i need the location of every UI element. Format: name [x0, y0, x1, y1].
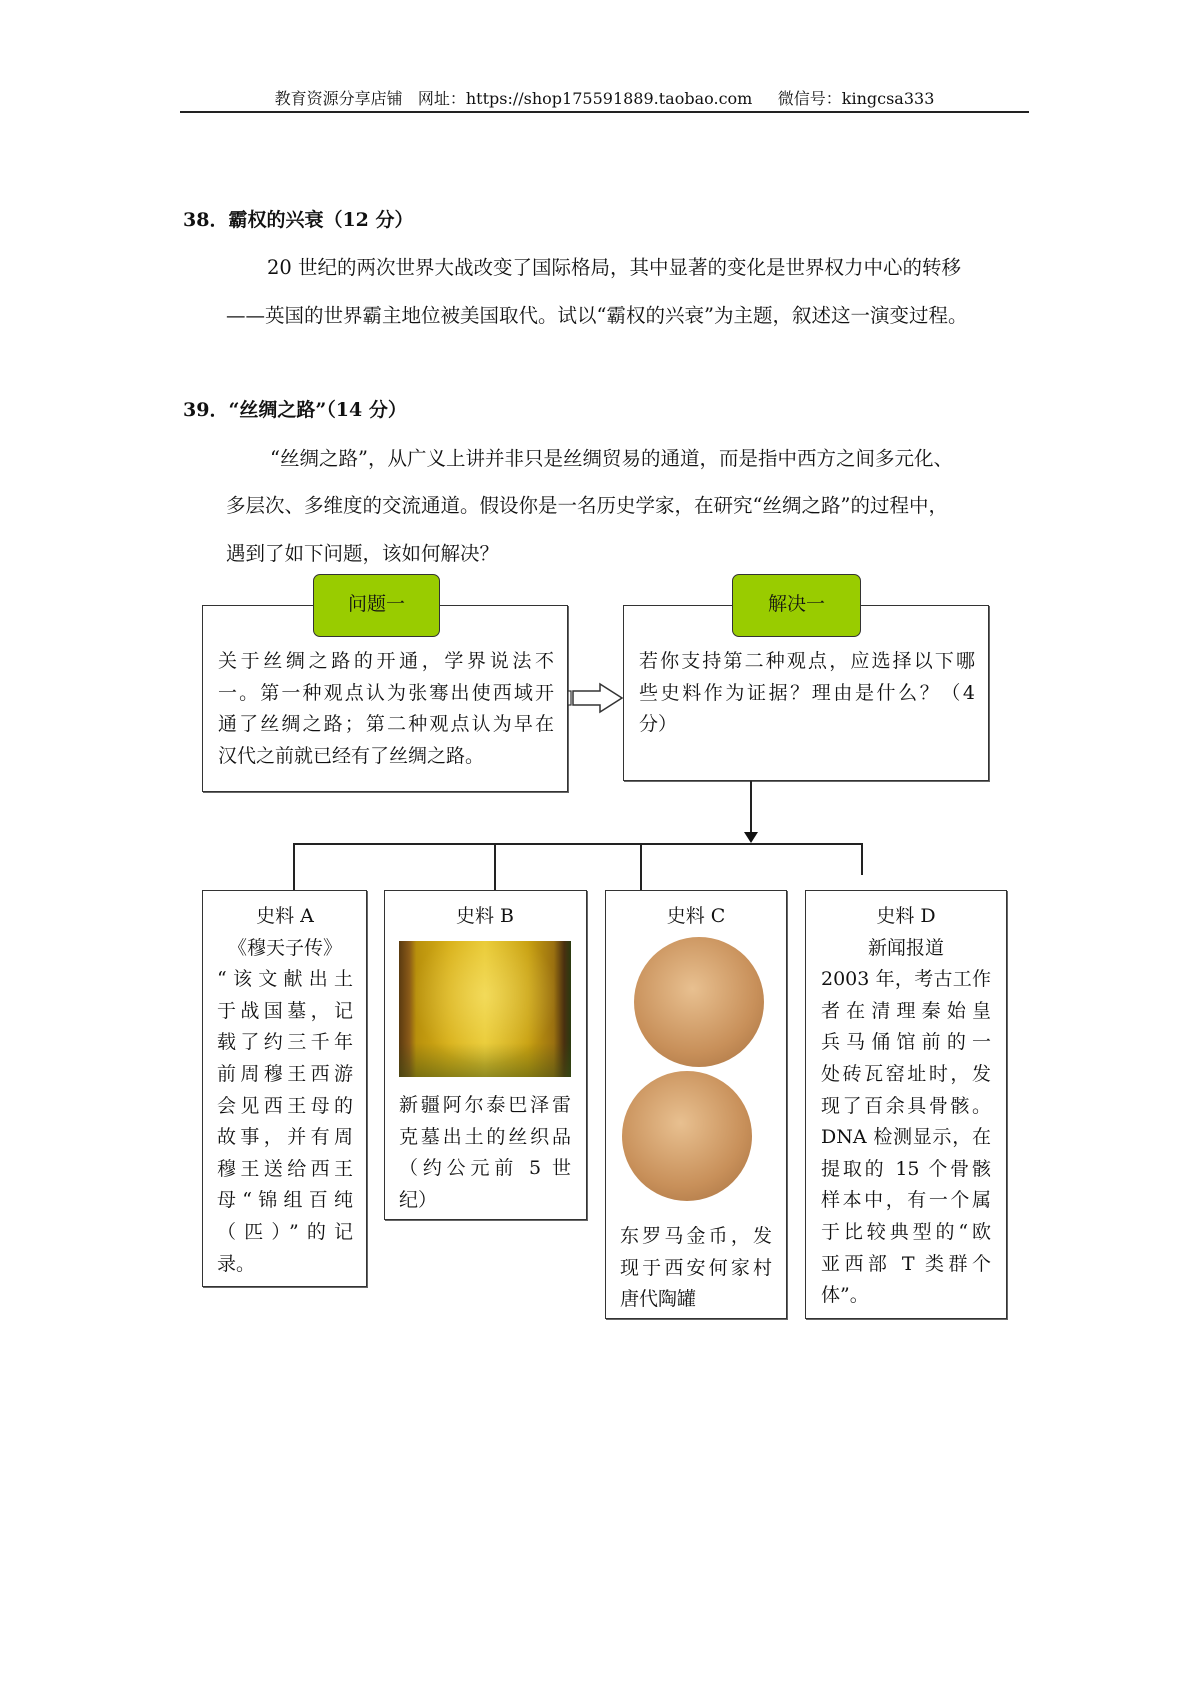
silk-textile-image [399, 941, 571, 1077]
problem-line: 关于丝绸之路的开通，学界说法不 [218, 650, 554, 672]
source-b-line: （约公元前 5 世 [399, 1157, 571, 1180]
source-d-line: 现了百余具骨骸。 [821, 1094, 991, 1117]
source-a-line: 载了约三千年 [217, 1031, 353, 1054]
solution-line: 分） [639, 713, 678, 736]
source-d-line: DNA 检测显示，在 [821, 1126, 991, 1149]
problem-line: 汉代之前就已经有了丝绸之路。 [218, 744, 485, 767]
source-a-line: 母“锦组百纯 [217, 1189, 353, 1212]
question-39-line: 多层次、多维度的交流通道。假设你是一名历史学家，在研究“丝绸之路”的过程中， [226, 494, 948, 517]
source-a-line: “该文献出土 [217, 968, 353, 991]
connector-line [293, 843, 295, 890]
solution-line: 若你支持第二种观点，应选择以下哪 [639, 650, 975, 672]
source-d-line: 于比较典型的“欧 [821, 1220, 991, 1243]
source-b-line: 纪） [399, 1188, 438, 1211]
connector-line [640, 843, 642, 890]
source-a-line: 会见西王母的 [217, 1094, 353, 1117]
source-b-title: 史料 B [455, 905, 514, 927]
source-d-line: 者在清理秦始皇 [821, 999, 991, 1022]
source-b-line: 新疆阿尔泰巴泽雷 [399, 1094, 571, 1116]
question-38-line: 20 世纪的两次世界大战改变了国际格局，其中显著的变化是世界权力中心的转移 [267, 256, 962, 279]
source-a-line: 穆王送给西王 [217, 1157, 353, 1180]
source-c-title: 史料 C [666, 905, 726, 927]
solution-line: 些史料作为证据？理由是什么？（4 [639, 681, 975, 704]
solution-tab: 解决一 [732, 574, 861, 637]
source-d-line: 兵马俑馆前的一 [821, 1031, 991, 1054]
connector-line [750, 781, 752, 836]
source-c-box [605, 890, 787, 1319]
source-b-line: 克墓出土的丝织品 [399, 1125, 571, 1148]
source-d-line: 亚西部 T 类群个 [821, 1252, 991, 1275]
right-arrow-icon [566, 682, 626, 716]
header-divider [180, 111, 1029, 113]
connector-line [293, 843, 862, 845]
source-c-line: 东罗马金币，发 [620, 1225, 772, 1247]
question-38-title: 38．霸权的兴衰（12 分） [183, 209, 414, 231]
source-d-line: 样本中，有一个属 [821, 1189, 991, 1212]
source-a-line: 于战国墓，记 [217, 999, 353, 1022]
source-a-line: 前周穆王西游 [217, 1062, 353, 1085]
source-c-line: 唐代陶罐 [620, 1288, 697, 1311]
source-d-box [805, 890, 1007, 1319]
source-a-title: 史料 A [256, 905, 314, 927]
gold-coin-image [634, 937, 764, 1067]
page-header: 教育资源分享店铺 网址：https://shop175591889.taobao.com 微信号：kingcsa333 [274, 89, 935, 108]
source-a-line: （匹）”的记 [217, 1220, 353, 1243]
gold-coin-image [622, 1071, 752, 1201]
source-a-box [202, 890, 367, 1287]
source-a-subtitle: 《穆天子传》 [227, 936, 342, 959]
source-d-line: 提取的 15 个骨骸 [821, 1157, 991, 1180]
problem-line: 通了丝绸之路；第二种观点认为早在 [218, 713, 554, 736]
source-d-line: 处砖瓦窑址时，发 [821, 1062, 991, 1085]
question-38-line: ——英国的世界霸主地位被美国取代。试以“霸权的兴衰”为主题，叙述这一演变过程。 [226, 304, 968, 327]
problem-line: 一。第一种观点认为张骞出使西域开 [218, 681, 554, 704]
source-a-line: 故事，并有周 [217, 1126, 353, 1149]
connector-line [494, 843, 496, 890]
problem-tab: 问题一 [313, 574, 440, 637]
source-d-title: 史料 D [876, 905, 936, 927]
source-d-line: 体”。 [821, 1284, 869, 1307]
source-b-box [384, 890, 587, 1220]
question-39-title: 39．“丝绸之路”（14 分） [183, 399, 407, 421]
connector-line [861, 843, 863, 875]
question-39-line: 遇到了如下问题，该如何解决？ [226, 542, 500, 565]
source-d-subtitle: 新闻报道 [867, 936, 944, 959]
source-d-line: 2003 年，考古工作 [821, 968, 991, 991]
source-c-line: 现于西安何家村 [620, 1256, 772, 1279]
source-a-line: 录。 [217, 1252, 256, 1275]
question-39-line: “丝绸之路”，从广义上讲并非只是丝绸贸易的通道，而是指中西方之间多元化、 [270, 447, 953, 470]
